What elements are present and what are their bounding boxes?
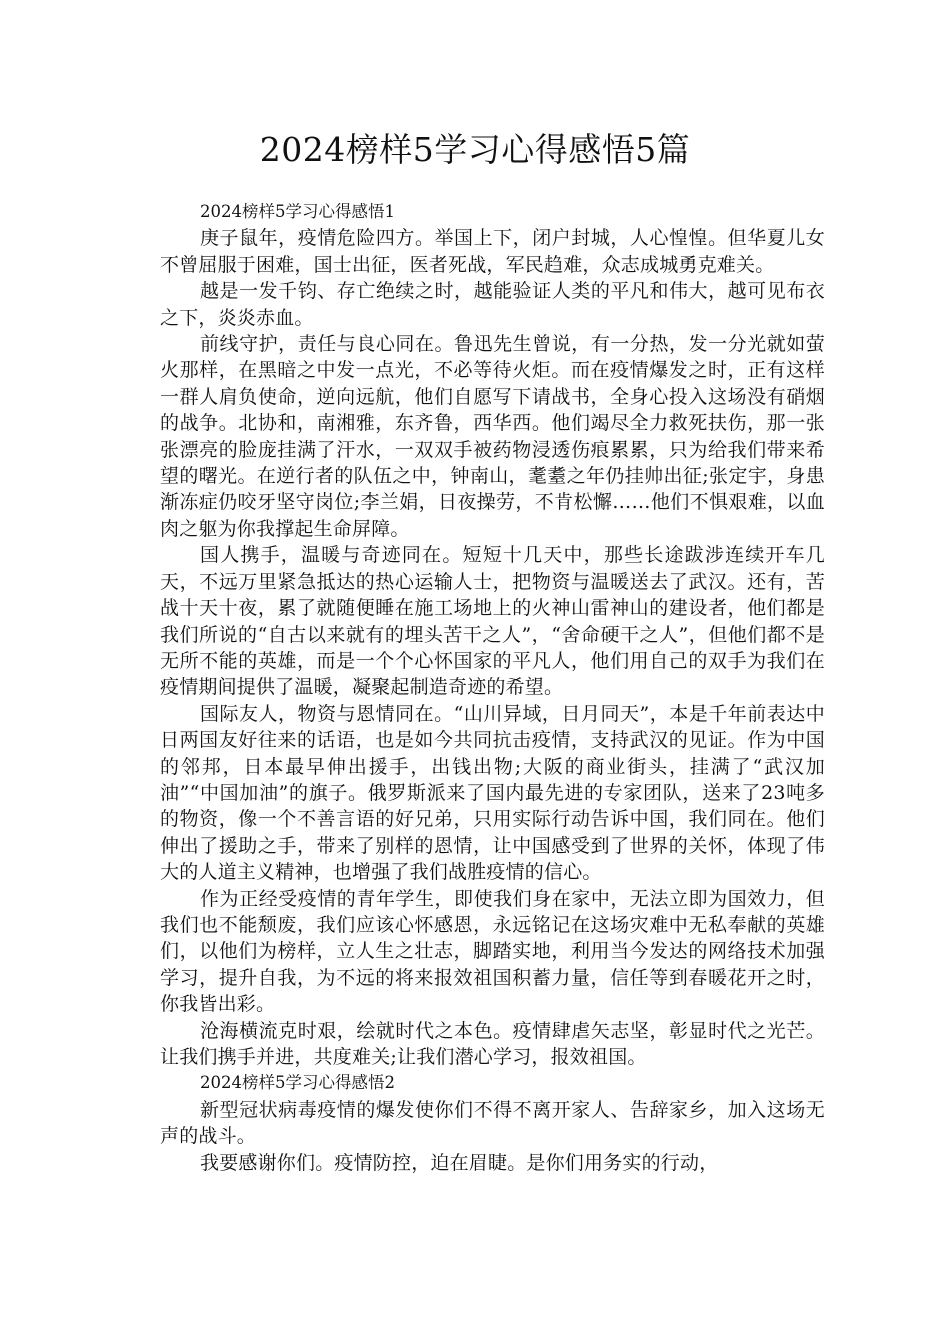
paragraph: 作为正经受疫情的青年学生，即使我们身在家中，无法立即为国效力，但我们也不能颓废，我们应该心怀感恩，永远铭记在这场灾难中无私奉献的英雄们，以他们为榜样，立人生之壮志，脚踏实地，利用当今发达的网络技术加强学习，提升自我，为不远的将来报效祖国积蓄力量，信任等到春暖花开之时，你我皆出彩。: [160, 887, 825, 1016]
paragraph: 国人携手，温暖与奇迹同在。短短十几天中，那些长途跋涉连续开车几天，不远万里紧急抵达的热心运输人士，把物资与温暖送去了武汉。还有，苦战十天十夜，累了就随便睡在施工场地上的火神山雷神山的建设者，他们都是我们所说的“自古以来就有的埋头苦干之人”，“舍命硬干之人”，但他们都不是无所不能的英雄，而是一个个心怀国家的平凡人，他们用自己的双手为我们在疫情期间提供了温暖，凝聚起制造奇迹的希望。: [160, 544, 825, 699]
section-heading: 2024榜样5学习心得感悟1: [200, 202, 395, 221]
document-body: [160, 199, 825, 1176]
paragraph: 我要感谢你们。疫情防控，迫在眉睫。是你们用务实的行动，: [200, 1151, 719, 1174]
paragraph: 新型冠状病毒疫情的爆发使你们不得不离开家人、告辞家乡，加入这场无声的战斗。: [160, 1098, 825, 1148]
paragraph: 越是一发千钧、存亡绝续之时，越能验证人类的平凡和伟大，越可见布衣之下，炎炎赤血。: [160, 280, 825, 329]
paragraph: 庚子鼠年，疫情危险四方。举国上下，闭户封城，人心惶惶。但华夏儿女不曾屈服于困难，国士出征，医者死战，军民趋难，众志成城勇克难关。: [160, 227, 825, 276]
paragraph: 前线守护，责任与良心同在。鲁迅先生曾说，有一分热，发一分光就如萤火那样，在黑暗之中发一点光，不必等待火炬。而在疫情爆发之时，正有这样一群人肩负使命，逆向远航，他们自愿写下请战书，全身心投入这场没有硝烟的战争。北协和，南湘雅，东齐鲁，西华西。他们竭尽全力救死扶伤，那一张张漂亮的脸庞挂满了汗水，一双双手被药物浸透伤痕累累，只为给我们带来希望的曙光。在逆行者的队伍之中，钟南山，耄耋之年仍挂帅出征;张定宇，身患渐冻症仍咬牙坚守岗位;李兰娟，日夜操劳，不肯松懈……他们不惧艰难，以血肉之躯为你我撑起生命屏障。: [160, 333, 825, 540]
paragraph: 沧海横流克时艰，绘就时代之本色。疫情肆虐矢志坚，彰显时代之光芒。让我们携手并进，共度难关;让我们潜心学习，报效祖国。: [160, 1019, 825, 1068]
paragraph: 国际友人，物资与恩情同在。“山川异域，日月同天”，本是千年前表达中日两国友好往来的话语，也是如今共同抗击疫情，支持武汉的见证。作为中国的邻邦，日本最早伸出援手，出钱出物;大阪的商业街头，挂满了“武汉加油”“中国加油”的旗子。俄罗斯派来了国内最先进的专家团队，送来了23吨多的物资，像一个不善言语的好兄弟，只用实际行动告诉中国，我们同在。他们伸出了援助之手，带来了别样的恩情，让中国感受到了世界的关怀，体现了伟大的人道主义精神，也增强了我们战胜疫情的信心。: [160, 702, 825, 884]
section-heading: 2024榜样5学习心得感悟2: [200, 1073, 395, 1093]
document-title: 2024榜样5学习心得感悟5篇: [259, 130, 691, 169]
